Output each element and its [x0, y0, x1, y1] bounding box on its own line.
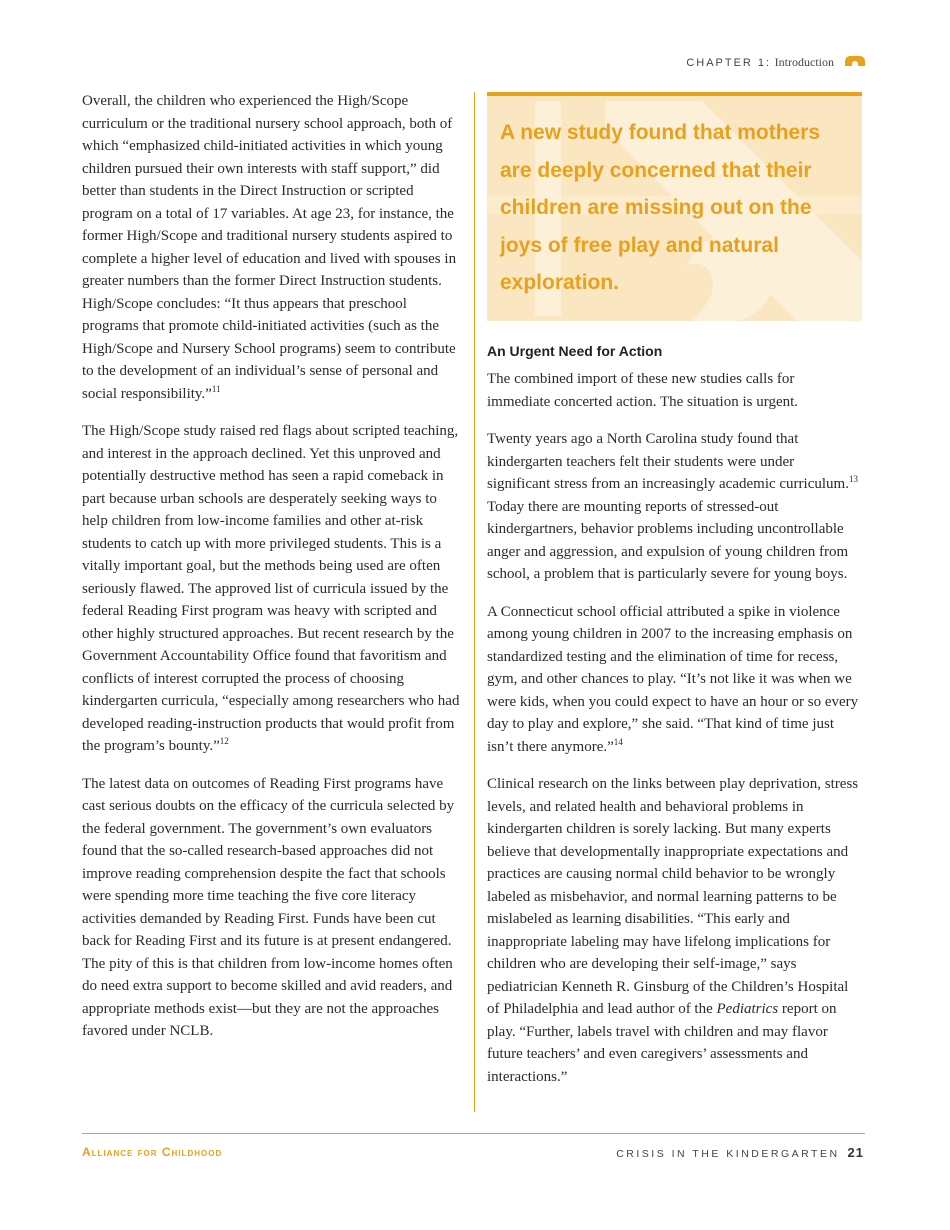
right-paragraph-2-text-cont: Today there are mounting reports of stressed-out kindergartners, behavior problems including uncontrollable anger and aggression, and expulsion of young children from school, a problem that is particularly severe for young boys.	[487, 498, 849, 582]
chapter-header	[686, 55, 834, 70]
right-paragraph-4	[487, 773, 861, 1088]
right-paragraph-1: The combined import of these new studies calls for immediate concerted action. The situation is urgent.	[487, 371, 799, 410]
left-paragraph-3: The latest data on outcomes of Reading First programs have cast serious doubts on the efficacy of the curricula selected by the federal government. The government’s own evaluators found that the so-called research-based approaches did not improve reading comprehension despite the fact that schools were spending more time teaching the five core literacy activities demanded by Reading First. Funds have been cut back for Reading First and its future is at present endangered. The pity of this is that children from low-income homes often do need extra support to become skilled and avid readers, and appropriate methods exist—but they are not the approaches favored under NCLB.	[82, 775, 455, 1039]
right-paragraph-4-text-cont: report on play. “Further, labels travel with children and may flavor future teachers’ and even caregivers’ assessments and interactions.”	[487, 1001, 837, 1085]
right-paragraph-3-text: A Connecticut school official attributed a spike in violence among young children in 2007 to the increasing emphasis on standardized testing and the elimination of time for recess, gym, and other chances to play. “It’s not like it was when we were kids, when you could expect to have an hour or so every day to play and explore,” she said. “That kind of time just isn’t there anymore.”	[487, 603, 859, 755]
footer-publication-title: CRISIS IN THE KINDERGARTEN	[616, 1148, 840, 1160]
right-paragraph-3	[487, 601, 861, 759]
footnote-ref-13[interactable]: 13	[848, 474, 858, 484]
footer-organization: Alliance for Childhood	[82, 1145, 223, 1159]
footer-publication	[616, 1145, 864, 1160]
pullquote-box	[487, 92, 862, 321]
footnote-ref-11[interactable]: 11	[211, 383, 221, 394]
left-paragraph-2-text: The High/Scope study raised red flags about scripted teaching, and interest in the approach declined. Yet this unproved and potentially destructive method has seen a rapid comeback in part because urban schools are desperately seeking ways to help children from low-income families and other at-risk students to catch up with more privileged students. This is a vitally important goal, but the methods being used are often seriously flawed. The approved list of curricula issued by the federal Reading First program was heavy with scripted and other highly structured approaches. But recent research by the Government Accountability Office found that favoritism and conflicts of interest corrupted the process of choosing kindergarten curricula, “especially among researchers who had developed reading-instruction products that would profit from the program’s bounty.”	[82, 423, 460, 754]
chapter-title: Introduction	[774, 55, 834, 69]
right-paragraph-4-text: Clinical research on the links between play deprivation, stress levels, and related health and behavioral problems in kindergarten children is sorely lacking. But many experts believe that developmentally inappropriate expectations and practices are causing normal child behavior to be wrongly labeled as misbehavior, and normal learning patterns to be mislabeled as learning disabilities. “This early and inappropriate labeling may have lifelong implications for children who are developing their self-image,” says pediatrician Kenneth R. Ginsburg of the Children’s Hospital of Philadelphia and lead author of the	[487, 776, 859, 1017]
page-number: 21	[847, 1145, 864, 1160]
left-paragraph-2	[82, 420, 464, 758]
pullquote-text: A new study found that mothers are deeply concerned that their children are missing out on the joys of free play and natural exploration.	[500, 121, 821, 294]
footnote-ref-14[interactable]: 14	[613, 736, 623, 747]
left-paragraph-1	[82, 90, 464, 405]
chapter-tab-icon	[845, 56, 865, 66]
right-paragraph-2-text: Twenty years ago a North Carolina study found that kindergarten teachers felt their students were under significant stress from an increasingly academic curriculum.	[487, 431, 849, 492]
journal-title: Pediatrics	[716, 1001, 779, 1017]
right-paragraph-2	[487, 428, 861, 586]
footnote-ref-12[interactable]: 12	[219, 736, 229, 746]
footer-rule	[82, 1133, 865, 1134]
chapter-label: CHAPTER 1:	[686, 57, 772, 69]
column-divider	[474, 92, 475, 1112]
left-column	[82, 90, 464, 1058]
right-column	[487, 340, 861, 1103]
left-paragraph-1-text: Overall, the children who experienced the High/Scope curriculum or the traditional nursery school approach, both of which “emphasized child-initiated activities in which young children pursued their own interests with staff support,” did better than students in the Direct Instruction or scripted program on a total of 17 variables. At age 23, for instance, the former High/Scope and traditional nursery students aspired to complete a higher level of education and lived with spouses in greater numbers than the former Direct Instruction students. High/Scope concludes: “It thus appears that preschool programs that promote child-initiated activities (such as the High/Scope and Nursery School programs) seem to contribute to the development of an individual’s sense of personal and social responsibility.”	[82, 93, 457, 402]
section-heading: An Urgent Need for Action	[487, 343, 663, 359]
